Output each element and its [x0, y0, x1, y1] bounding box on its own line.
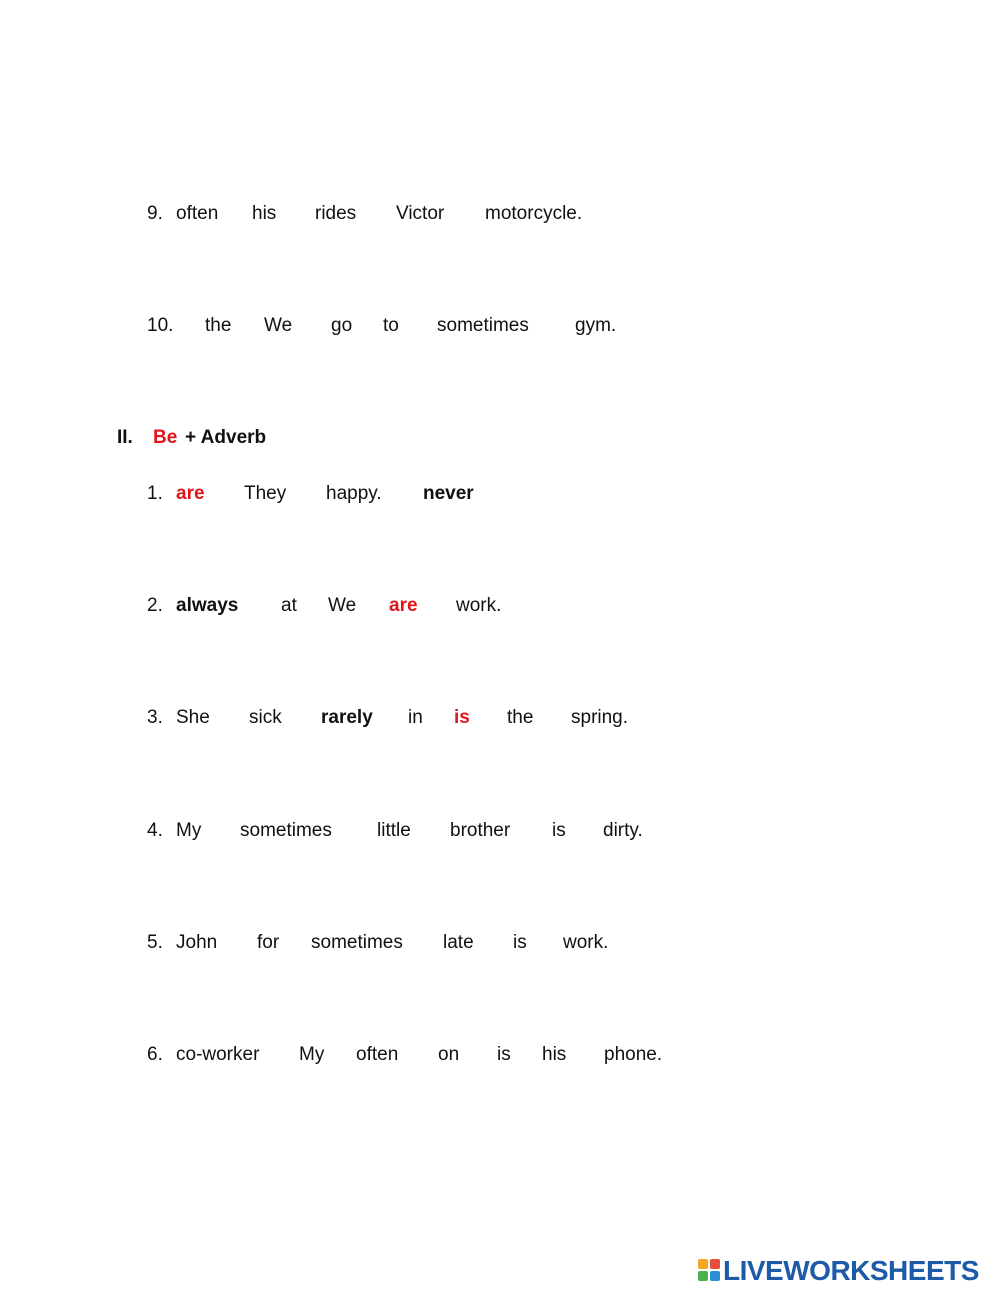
- word-chip: late: [443, 932, 474, 953]
- word-chip: the: [507, 707, 534, 728]
- word-chip: We: [264, 315, 293, 336]
- item-number: 9.: [147, 203, 163, 224]
- word-chip: My: [299, 1044, 325, 1065]
- word-chip: in: [408, 707, 423, 728]
- word-chip: little: [377, 820, 411, 841]
- logo-block: [710, 1259, 720, 1269]
- word-chip: is: [497, 1044, 511, 1065]
- word-chip: rides: [315, 203, 357, 224]
- word-chip: is: [552, 820, 566, 841]
- word-chip: are: [176, 483, 205, 504]
- section-title: + Adverb: [185, 427, 267, 448]
- logo-block: [698, 1271, 708, 1281]
- word-chip: happy.: [326, 483, 382, 504]
- word-chip: John: [176, 932, 218, 953]
- colored-blocks-icon: [698, 1259, 720, 1283]
- item-number: 5.: [147, 932, 163, 953]
- word-chip: his: [252, 203, 277, 224]
- word-chip: spring.: [571, 707, 629, 728]
- word-chip: are: [389, 595, 418, 616]
- word-chip: sometimes: [437, 315, 529, 336]
- word-chip: the: [205, 315, 232, 336]
- word-chip: sick: [249, 707, 282, 728]
- word-chip: always: [176, 595, 239, 616]
- word-chip: sometimes: [311, 932, 403, 953]
- word-chip: is: [513, 932, 527, 953]
- word-chip: at: [281, 595, 297, 616]
- word-chip: work.: [563, 932, 609, 953]
- word-chip: co-worker: [176, 1044, 260, 1065]
- word-chip: to: [383, 315, 399, 336]
- item-number: 10.: [147, 315, 174, 336]
- word-chip: phone.: [604, 1044, 663, 1065]
- word-chip: often: [176, 203, 219, 224]
- word-chip: his: [542, 1044, 567, 1065]
- word-chip: often: [356, 1044, 399, 1065]
- section-title-highlight: Be: [153, 427, 178, 448]
- word-chip: for: [257, 932, 280, 953]
- liveworksheets-logo: [698, 1256, 994, 1286]
- item-number: 6.: [147, 1044, 163, 1065]
- section-number: II.: [117, 427, 133, 448]
- word-chip: sometimes: [240, 820, 332, 841]
- item-number: 4.: [147, 820, 163, 841]
- logo-block: [698, 1259, 708, 1269]
- word-chip: My: [176, 820, 202, 841]
- item-number: 3.: [147, 707, 163, 728]
- word-chip: We: [328, 595, 357, 616]
- word-chip: work.: [456, 595, 502, 616]
- item-number: 2.: [147, 595, 163, 616]
- word-chip: never: [423, 483, 474, 504]
- logo-text: LIVEWORKSHEETS: [723, 1255, 979, 1286]
- word-chip: Victor: [396, 203, 445, 224]
- word-chip: go: [331, 315, 353, 336]
- word-chip: gym.: [575, 315, 617, 336]
- word-chip: brother: [450, 820, 511, 841]
- logo-block: [710, 1271, 720, 1281]
- word-chip: motorcycle.: [485, 203, 583, 224]
- word-chip: She: [176, 707, 210, 728]
- word-chip: is: [454, 707, 470, 728]
- word-chip: They: [244, 483, 287, 504]
- word-chip: on: [438, 1044, 460, 1065]
- word-chip: dirty.: [603, 820, 643, 841]
- item-number: 1.: [147, 483, 163, 504]
- word-chip: rarely: [321, 707, 373, 728]
